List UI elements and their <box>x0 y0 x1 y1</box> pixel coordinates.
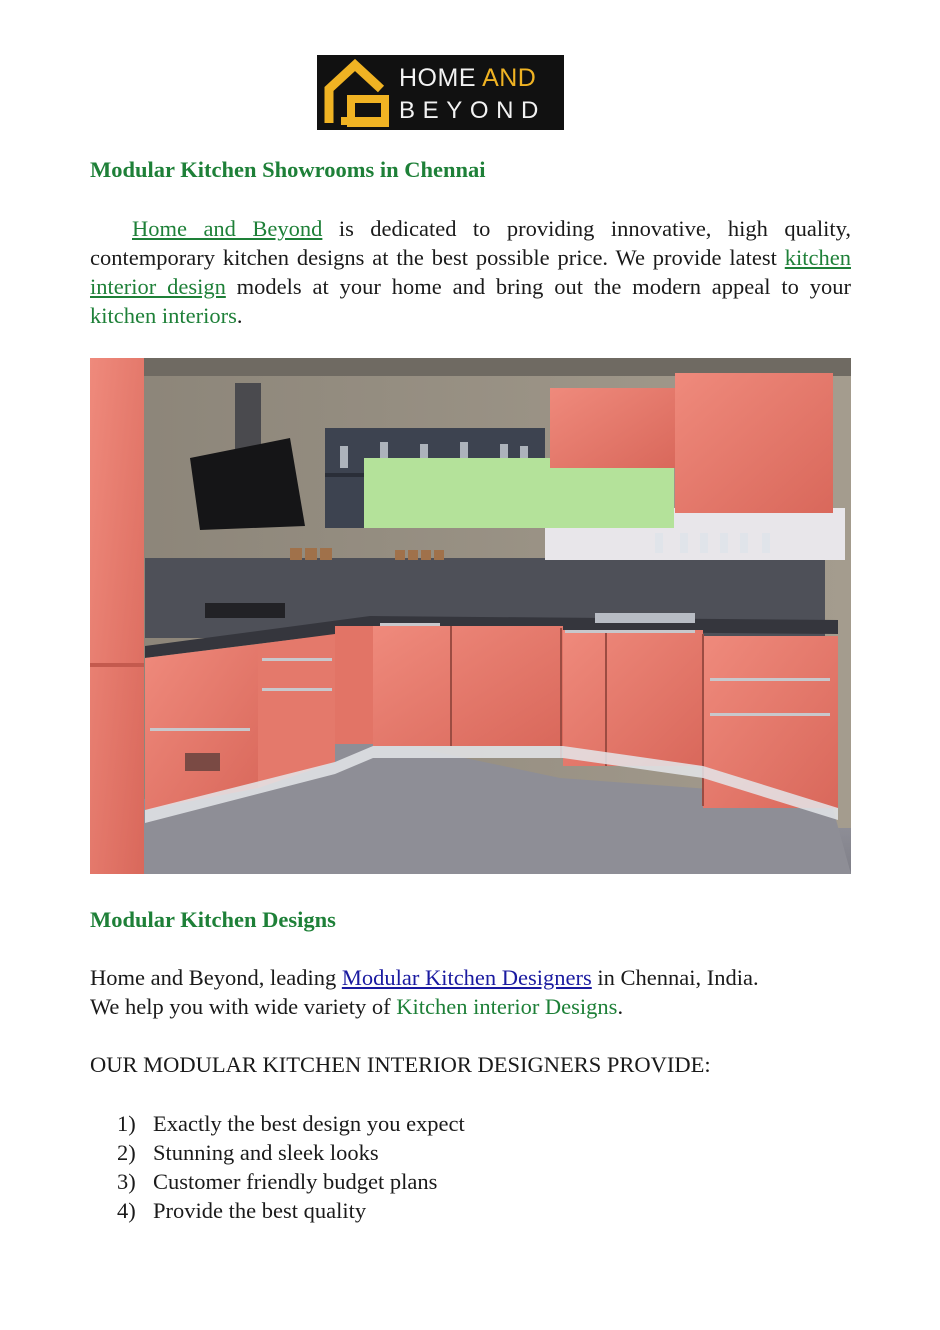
features-list <box>117 1109 465 1225</box>
section-heading-designs: Modular Kitchen Designs <box>90 907 336 932</box>
list-item-number: 1) <box>117 1111 136 1136</box>
list-item <box>117 1167 465 1196</box>
intro-text-1: is dedicated to providing innovative, high quality, contemporary kitchen designs at the best possible price. We provide latest <box>90 216 851 270</box>
list-item-text: Customer friendly budget plans <box>153 1169 438 1194</box>
list-item-number: 4) <box>117 1198 136 1223</box>
kitchen-interior-designs-text: Kitchen interior Designs <box>396 994 618 1019</box>
home-and-beyond-link[interactable]: Home and Beyond <box>132 216 323 241</box>
list-item-text: Exactly the best design you expect <box>153 1111 465 1136</box>
designs-text-4: . <box>617 994 624 1019</box>
kitchen-photo <box>90 358 851 874</box>
logo-text-beyond: BEYOND <box>399 97 546 124</box>
designs-text-1: Home and Beyond, leading <box>90 965 342 990</box>
designs-text-2: in Chennai, India. <box>591 965 759 990</box>
modular-kitchen-designers-link[interactable]: Modular Kitchen Designers <box>341 965 592 990</box>
intro-text-3: . <box>236 303 243 328</box>
list-item <box>117 1196 465 1225</box>
logo-text-home-and: HOME AND <box>399 64 537 92</box>
list-item <box>117 1138 465 1167</box>
provide-heading: OUR MODULAR KITCHEN INTERIOR DESIGNERS PROVIDE: <box>90 1052 711 1077</box>
page-title: Modular Kitchen Showrooms in Chennai <box>90 157 486 182</box>
list-item <box>117 1109 465 1138</box>
kitchen-interiors-text: kitchen interiors <box>90 303 237 328</box>
designs-line-2 <box>90 992 623 1021</box>
logo <box>317 55 564 130</box>
list-item-number: 2) <box>117 1140 136 1165</box>
designs-line-1 <box>90 963 759 992</box>
list-item-number: 3) <box>117 1169 136 1194</box>
kitchen-interior-design-link[interactable]: kitchen interior design <box>90 245 851 299</box>
list-item-text: Provide the best quality <box>153 1198 367 1223</box>
house-logo-icon <box>321 59 393 127</box>
intro-text-2: models at your home and bring out the modern appeal to your <box>225 274 851 299</box>
list-item-text: Stunning and sleek looks <box>153 1140 379 1165</box>
intro-paragraph <box>90 214 851 330</box>
designs-text-3: We help you with wide variety of <box>90 994 397 1019</box>
